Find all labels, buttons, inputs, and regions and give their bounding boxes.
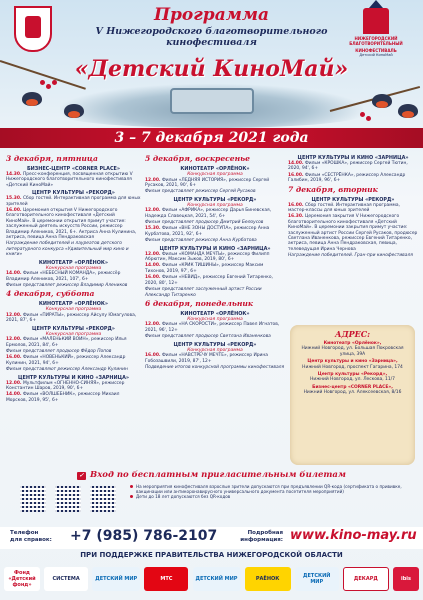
venue-heading: КИНОТЕАТР «ОРЛЁНОК» — [180, 166, 250, 172]
rowan-berry — [46, 84, 51, 89]
bullfinch-icon — [22, 92, 42, 106]
bullfinch-icon — [398, 104, 418, 118]
sponsor-logo: СИСТЕМА — [44, 567, 88, 591]
more-info-label: Подробная информация: — [240, 530, 283, 543]
event-item: 16.00. Фильм «НЕВИД», режиссер Евгений Титаренко, 2020, 80', 12+ — [145, 275, 273, 286]
qr-code-icon — [55, 486, 81, 512]
festival-dates: 3 – 7 декабря 2021 года — [114, 130, 309, 146]
festival-subtitle: V Нижегородского благотворительного кинофестиваля — [95, 26, 328, 48]
day-heading: 3 декабря, пятница — [6, 154, 98, 163]
event-item: 12.00. Фильм «МАЛЕНЬКИЙ ВОИН», режиссер Илья Ермолов, 2021, 84', 6+ — [6, 337, 127, 348]
support-caption: ПРИ ПОДДЕРЖКЕ ПРАВИТЕЛЬСТВА НИЖЕГОРОДСКОЙ ОБЛАСТИ — [80, 551, 343, 559]
address-panel — [290, 325, 415, 465]
sponsor-logo: ibis — [393, 567, 419, 591]
program-label: Конкурсная программа — [187, 316, 243, 322]
venue-heading: ЦЕНТР КУЛЬТУРЫ «РЕКОРД» — [32, 325, 115, 332]
event-item: 16.00. Фильм «СЕСТРЁНКА», режиссер Александр Галибин, 2019, 96', 6+ — [288, 172, 406, 184]
venue-heading: ЦЕНТР КУЛЬТУРЫ И КИНО «ЗАРНИЦА» — [297, 155, 409, 161]
event-note: Награждение победителей. Гран-при кинофестиваля — [288, 253, 413, 259]
sponsor-logo: РАЁНОК — [245, 567, 291, 591]
sponsor-logo: ДЕКАРД — [343, 567, 389, 591]
venue-heading: ЦЕНТР КУЛЬТУРЫ И КИНО «ЗАРНИЦА» — [17, 374, 130, 381]
rowan-berry — [40, 80, 45, 85]
program-label: Конкурсная программа — [187, 202, 243, 208]
event-note: Фильм представляет продюсер Дмитрий Белоусов — [145, 220, 264, 226]
kremlin-tower-icon — [363, 8, 389, 34]
venue-heading: БИЗНЕС-ЦЕНТР «CORNER PLACE» — [26, 166, 121, 172]
website-link[interactable]: www.kino-may.ru — [290, 528, 417, 543]
schedule-column-left — [6, 153, 141, 404]
entry-rule: На мероприятия кинофестиваля взрослые зрители допускаются при предъявлении QR-кода (сертификата о прививке, вакцинации или антикоронавирусного универсального документа посетителя мероприятий) — [130, 484, 415, 494]
qr-code-icon — [90, 486, 116, 512]
venue-heading: КИНОТЕАТР «ОРЛЁНОК» — [38, 301, 109, 308]
sponsor-logo: ДЕТСКИЙ МИР — [193, 567, 241, 591]
day-heading: 7 декабря, вторник — [288, 184, 378, 194]
bullfinch-icon — [64, 104, 84, 118]
bullfinch-icon — [372, 94, 392, 108]
address-item: Кинотеатр «Орлёнок», Нижний Новгород, ул. Большая Покровская улица, 39А — [301, 341, 404, 357]
event-item: 12.00. Фильм «ПИРАТЫ», режиссер Айсулу Юмагулова, 2021, 87', 6+ — [6, 312, 137, 324]
header — [0, 0, 423, 135]
event-note: Подведение итогов конкурсной программы кинофестиваля — [145, 364, 285, 370]
program-label: Конкурсная программа — [187, 347, 243, 353]
venue-heading: ЦЕНТР КУЛЬТУРЫ «РЕКОРД» — [311, 196, 395, 203]
schedule-column-middle — [145, 153, 285, 371]
program-label: Конкурсная программа — [45, 307, 102, 313]
event-item: 14.00. Фильм «КРОШКА», режиссер Сергей Тютин, 2020, 94', 6+ — [288, 161, 408, 172]
event-note: Фильм представляет продюсер Светлана Иваненкова — [145, 334, 271, 340]
sponsor-logo: ДЕТСКИЙ МИР — [295, 567, 339, 591]
event-item: 14.00. Фильм «ВОЛШЕБНИК», режиссер Михаил Морсков, 2019, 95', 6+ — [6, 392, 120, 403]
event-item: 16.00. Фильм «НОВЕНЬКИЙ», режиссер Александр Кулинин, 2021, 94', 6+ — [6, 355, 126, 366]
venue-heading: ЦЕНТР КУЛЬТУРЫ И КИНО «ЗАРНИЦА» — [159, 245, 271, 252]
address-item: Центр культуры «Рекорд», Нижний Новгород, ул. Лескова, 11/7 — [310, 372, 395, 383]
sponsor-logos — [4, 562, 419, 596]
program-label: Конкурсная программа — [187, 172, 243, 177]
festival-name: «Детский КиноМай» — [74, 56, 349, 82]
kremlin-illustration — [60, 84, 363, 128]
day-heading: 5 декабря, воскресенье — [145, 154, 251, 163]
ticket-icon: ✓ — [79, 472, 85, 479]
entry-rules — [130, 484, 415, 500]
event-item: 16.00. Сбор гостей. Интерактивная программа, мастер-классы для юных зрителей — [288, 202, 400, 214]
event-note: Фильм представляют режиссер Александр Кулинин — [6, 367, 128, 373]
day-heading: 6 декабря, понедельник — [145, 298, 254, 308]
program-label: Конкурсная программа — [45, 265, 102, 271]
event-note: Награждение победителей и лауреатов детского литературного конкурса «Удивительный мир кино и книги» — [6, 241, 129, 258]
contact-bar — [0, 527, 423, 549]
phone-number[interactable]: +7 (985) 786-2107 — [70, 528, 218, 544]
free-entry-heading: ✓ Вход по бесплатным пригласительным билетам — [79, 470, 346, 480]
venue-heading: КИНОТЕАТР «ОРЛЁНОК» — [180, 310, 250, 317]
event-item: 14.00. Фильм «НЕБЕСНЫЙ КОМАНДА», режиссёр Владимир Алеников, 2021, 107', 6+ — [6, 271, 121, 282]
event-item: 16.00. Церемония открытия V Нижегородского благотворительного кинофестиваля «Детский КиноМай». В церемонии открытия примут участие: заслуженный деятель искусств России, режиссер Владимир Алеников, 2021, 6+. Актриса Анна Кулинина, актриса, певица Анна Пендраковская — [6, 208, 137, 241]
event-item: 16.00. Фильм «НАВСТРЕЧУ МЕЧТЕ», режиссер Ирина Гобозашвили, 2019, 87', 12+ — [145, 353, 268, 364]
day-heading: 4 декабря, суббота — [6, 289, 95, 299]
entry-rule: Дети до 18 лет допускаются без QR-кодов — [130, 494, 415, 499]
program-title: Программа — [153, 5, 270, 25]
event-item: 15.30. Сбор гостей. Интерактивная программа для юных зрителей — [6, 196, 141, 207]
rowan-berry — [360, 112, 365, 117]
program-label: Конкурсная программа — [45, 331, 102, 337]
event-item: 12.00. Фильм «ЛЕДНЯЯ ИСТОРИЯ», режиссер Сергей Русаков, 2021, 90', 6+ — [145, 177, 270, 188]
event-note: Фильм представляет режиссер Владимир Алеников — [6, 283, 128, 288]
rowan-berry — [366, 116, 371, 121]
rowan-berry — [52, 80, 57, 85]
event-item: 12.00. Фильм «КОМАНДА МЕЧТЫ», режиссер Филипп Абрютин, Максим Зыков, 2019, 80', 6+ — [145, 251, 270, 263]
event-item: 15.30. Фильм «ВНЕ ЗОНЫ ДОСТУПА», режиссер Анна Курбатова, 2021, 92', 6+ — [145, 226, 270, 237]
region-crest-icon — [14, 6, 52, 52]
schedule-column-right — [288, 153, 418, 260]
sponsor-logo: Фонд «Детский фонд» — [4, 567, 40, 591]
event-item: 14.30. Пресс-конференция, посвященная открытию V Нижегородского благотворительного кинофестиваля «Детский КиноМай» — [6, 172, 133, 188]
venue-heading: ЦЕНТР КУЛЬТУРЫ «РЕКОРД» — [173, 196, 257, 203]
event-note: Фильм представляет продюсер Фёдор Попов — [6, 349, 112, 355]
festival-logo: НИЖЕГОРОДСКИЙ БЛАГОТВОРИТЕЛЬНЫЙ КИНОФЕСТИВАЛЬ Детский КиноМай — [341, 8, 411, 60]
address-item: Центр культуры и кино «Зарница», Нижний Новгород, проспект Гагарина, 174 — [302, 359, 403, 370]
address-title: АДРЕС: — [334, 329, 371, 339]
qr-code-icon — [20, 486, 46, 512]
event-note: Фильм представляет режиссер Анна Курбатова — [145, 238, 257, 244]
event-note: Фильм представляет режиссер Сергей Русаков — [145, 189, 256, 195]
venue-heading: ЦЕНТР КУЛЬТУРЫ «РЕКОРД» — [173, 341, 257, 348]
event-item: 12.00. Фильм «АФРИКА», режиссер Дарья Биневская, Надежда Славецкая, 2021, 54', 6+ — [145, 208, 272, 219]
event-item: 14.00. Фильм «КРИК ТИШИНЫ», режиссер Максим Тихонов, 2019, 97', 6+ — [145, 263, 264, 274]
sponsor-logo: ДЕТСКИЙ МИР — [92, 567, 140, 591]
event-item: 12.00. Мультфильм «ОГНЕННО-СИНЯЯ», режиссер Константин Шаров, 2019, 90', 6+ — [6, 380, 125, 392]
sponsor-logo: МТС — [144, 567, 188, 591]
phone-label: Телефон для справок: — [10, 530, 52, 543]
venue-heading: КИНОТЕАТР «ОРЛЁНОК» — [38, 259, 109, 266]
address-item: Бизнес-центр «CORNER PLACE», Нижний Новгород, ул. Алексеевская, 8/16 — [303, 384, 402, 396]
event-note: Фильм представляет заслуженный артист России Александр Титаренко — [145, 287, 262, 298]
event-item: 12.00. Фильм «НА СКОРОСТИ», режиссер Павел Игнатов, 2021, 96', 12+ — [145, 322, 280, 333]
venue-heading: ЦЕНТР КУЛЬТУРЫ «РЕКОРД» — [32, 190, 115, 197]
event-item: 16.30. Церемония закрытия V Нижегородского благотворительного кинофестиваля «Детский КиноМай». В церемонии закрытия примут участие: заслуженный артист России Сергей Русаков, продюсер Светлана Иваненкова, режиссер Евгений Титаренко, актриса, певица Анна Пендраковская, певица, телеведущая Ирина Чернова — [288, 214, 418, 252]
